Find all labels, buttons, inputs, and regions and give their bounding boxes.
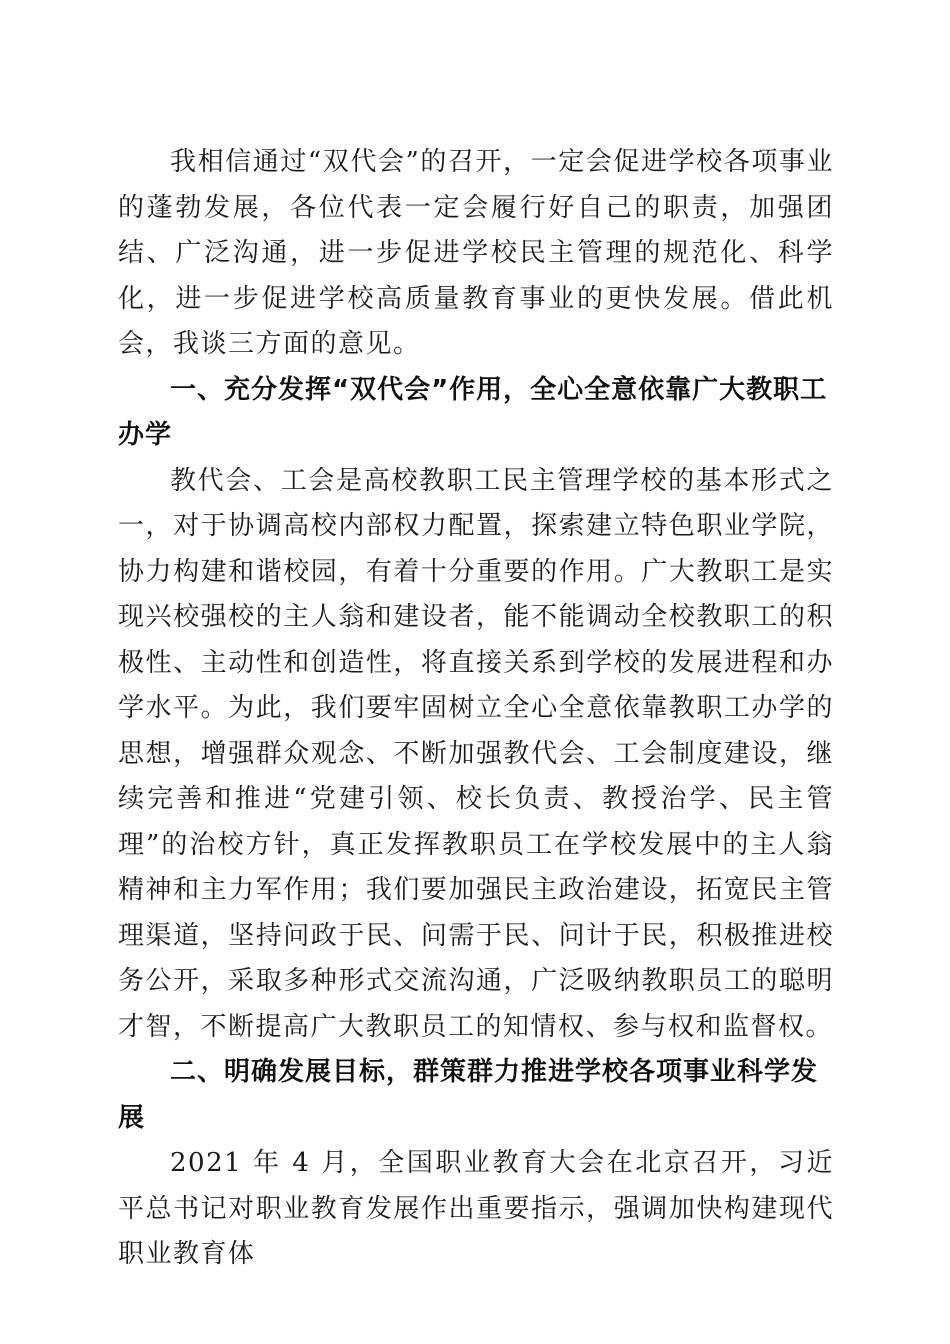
section-2-paragraph: 2021 年 4 月，全国职业教育大会在北京召开，习近平总书记对职业教育发展作出重要指示，强调加快构建现代职业教育体 <box>118 1148 834 1269</box>
section-2-heading: 二、明确发展目标，群策群力推进学校各项事业科学发展 <box>118 1057 819 1133</box>
section-1-paragraph: 教代会、工会是高校教职工民主管理学校的基本形式之一，对于协调高校内部权力配置，探索建立特色职业学院，协力构建和谐校园，有着十分重要的作用。广大教职工是实现兴校强校的主人翁和建设者，能不能调动全校教职工的积极性、主动性和创造性，将直接关系到学校的发展进程和办学水平。为此，我们要牢固树立全心全意依靠教职工办学的思想，增强群众观念、不断加强教代会、工会制度建设，继续完善和推进“党建引领、校长负责、教授治学、民主管理”的治校方针，真正发挥教职员工在学校发展中的主人翁精神和主力军作用；我们要加强民主政治建设，拓宽民主管理渠道，坚持问政于民、问需于民、问计于民，积极推进校务公开，采取多种形式交流沟通，广泛吸纳教职员工的聪明才智，不断提高广大教职员工的知情权、参与权和监督权。 <box>118 465 834 1042</box>
intro-paragraph: 我相信通过“双代会”的召开，一定会促进学校各项事业的蓬勃发展，各位代表一定会履行好自己的职责，加强团结、广泛沟通，进一步促进学校民主管理的规范化、科学化，进一步促进学校高质量教育事业的更快发展。借此机会，我谈三方面的意见。 <box>118 147 834 359</box>
section-1-heading: 一、充分发挥“双代会”作用，全心全意依靠广大教职工办学 <box>118 374 828 450</box>
document-body <box>118 140 834 1278</box>
